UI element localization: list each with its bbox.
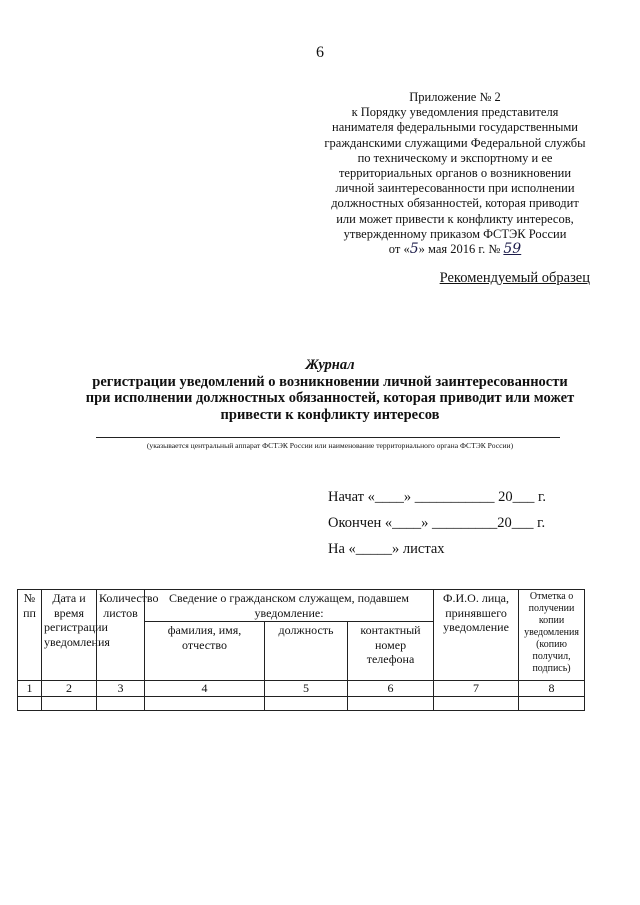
journal-title [70,357,590,423]
appendix-line: или может привести к конфликту интересов, [336,211,574,226]
header-full-name: фамилия, имя, отчество [145,622,265,681]
header-date-time: Дата и время регистрации уведомления [42,590,97,681]
appendix-line: нанимателя федеральными государственными [332,120,578,135]
appendix-line: личной заинтересованности при исполнении [335,181,575,196]
table-cell [42,696,97,710]
table-cell [519,696,585,710]
header-position: должность [265,622,348,681]
header-receiver-name: Ф.И.О. лица, принявшего уведомление [434,590,519,681]
column-number: 1 [18,681,42,697]
table-cell [97,696,145,710]
page-number: 6 [316,44,324,61]
appendix-line: к Порядку уведомления представителя [351,105,559,120]
appendix-line: территориальных органов о возникновении [338,166,572,181]
table-cell [434,696,519,710]
header-num: № пп [18,590,42,681]
column-number: 6 [348,681,434,697]
title-main: Журнал [305,357,355,373]
finished-field: Окончен «____» _________20___ г. [328,515,546,531]
appendix-line: гражданскими служащими Федеральной службы [324,135,586,150]
appendix-block [310,90,600,257]
table-header-row [18,590,585,622]
organization-caption: (указывается центральный аппарат ФСТЭК России или наименование территориального органа ФСТЭК России) [146,441,514,450]
appendix-line: по техническому и экспортному и ее [357,150,553,165]
column-number: 4 [145,681,265,697]
organization-fill-line [96,437,560,438]
title-line: при исполнении должностных обязанностей, которая приводит или может [85,390,575,407]
date-prefix: от « [388,242,410,257]
header-contact-phone: контактный номер телефона [348,622,434,681]
column-number: 2 [42,681,97,697]
appendix-line: Приложение № 2 [409,90,501,104]
column-number-row [18,681,585,697]
table-cell [265,696,348,710]
appendix-line: должностных обязанностей, которая приводит [331,196,579,211]
title-line: привести к конфликту интересов [220,406,440,423]
registration-table [17,589,585,711]
table-cell [18,696,42,710]
table-cell [145,696,265,710]
header-sheet-count: Количество листов [97,590,145,681]
column-number: 7 [434,681,519,697]
header-receipt-mark: Отметка о получении копии уведомления (копию получил, подпись) [519,590,585,681]
appendix-date-line [310,242,600,257]
header-employee-info: Сведение о гражданском служащем, подавшем уведомление: [145,590,434,622]
date-middle: » мая 2016 г. № [418,242,501,257]
sheets-field: На «_____» листах [328,541,445,557]
column-number: 8 [519,681,585,697]
appendix-line: утвержденному приказом ФСТЭК России [343,226,567,241]
table-cell [348,696,434,710]
column-number: 5 [265,681,348,697]
handwritten-day: 5 [409,241,419,258]
recommended-sample-label: Рекомендуемый образец [439,270,590,286]
table-row [18,696,585,710]
journal-fields [328,484,546,562]
handwritten-order-number: 59 [503,241,522,258]
column-number: 3 [97,681,145,697]
started-field: Начат «____» ___________ 20___ г. [328,489,546,505]
title-line: регистрации уведомлений о возникновении личной заинтересованности [92,373,568,390]
